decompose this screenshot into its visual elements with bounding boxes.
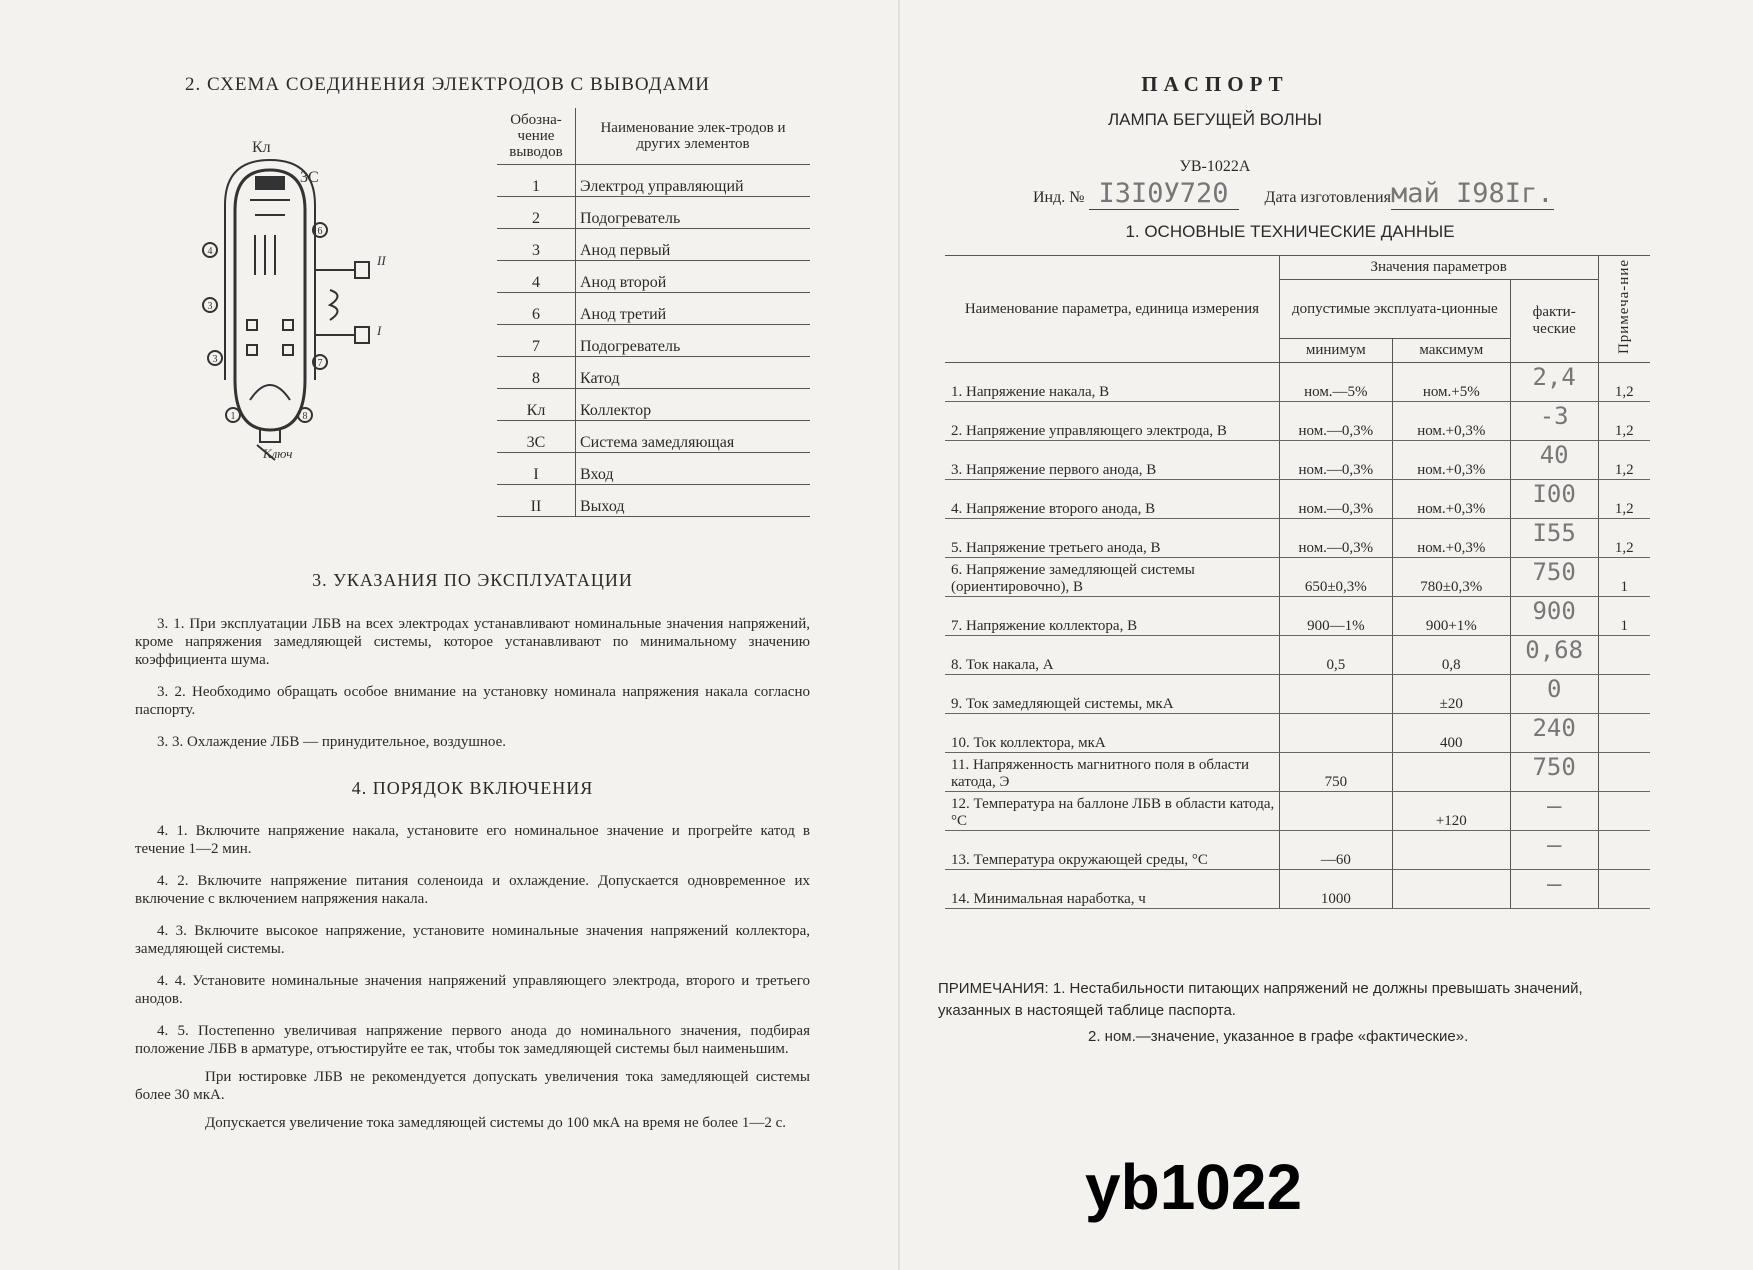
header-values: Значения параметров: [1279, 256, 1598, 280]
param-max: 780±0,3%: [1392, 558, 1510, 597]
param-min: [1279, 675, 1392, 714]
param-note: [1598, 792, 1650, 831]
param-min: ном.—5%: [1279, 363, 1392, 402]
paragraph: 4. 3. Включите высокое напряжение, установите номинальные значения напряжений коллектора, замедляющей системы.: [135, 923, 810, 957]
param-max: ном.+0,3%: [1392, 519, 1510, 558]
param-actual: —: [1510, 870, 1598, 909]
pin-designation: 3С: [497, 421, 576, 453]
param-name: 6. Напряжение замедляющей системы (ориентировочно), В: [945, 558, 1279, 597]
data-table-row: [945, 792, 1650, 831]
pin-element-name: Подогреватель: [576, 325, 811, 357]
param-name: 12. Температура на баллоне ЛБВ в области катода, °С: [945, 792, 1279, 831]
data-table-row: [945, 363, 1650, 402]
param-actual: I00: [1510, 480, 1598, 519]
pin-label: 3: [207, 301, 213, 312]
data-table-row: [945, 870, 1650, 909]
model-number: УВ-1022А: [1179, 158, 1251, 175]
pin-designation: II: [497, 485, 576, 517]
param-actual: 0,68: [1510, 636, 1598, 675]
pin-element-name: Анод третий: [576, 293, 811, 325]
param-name: 2. Напряжение управляющего электрода, В: [945, 402, 1279, 441]
data-table-row: [945, 831, 1650, 870]
document-label: yb1022: [1085, 1151, 1303, 1223]
pin-designation: 8: [497, 357, 576, 389]
param-note: 1: [1598, 597, 1650, 636]
param-actual: —: [1510, 792, 1598, 831]
paragraph: При юстировке ЛБВ не рекомендуется допускать увеличения тока замедляющей системы более 30 мкА.: [135, 1069, 810, 1103]
data-table-row: [945, 519, 1650, 558]
pin-designation: 1: [497, 165, 576, 197]
param-max: ±20: [1392, 675, 1510, 714]
param-max: [1392, 870, 1510, 909]
pin-element-name: Анод первый: [576, 229, 811, 261]
pin-table-row: [497, 453, 810, 485]
section1-title: 1. ОСНОВНЫЕ ТЕХНИЧЕСКИЕ ДАННЫЕ: [1125, 222, 1455, 241]
param-note: 1: [1598, 558, 1650, 597]
param-min: —60: [1279, 831, 1392, 870]
pin-designation: Кл: [497, 389, 576, 421]
param-name: 5. Напряжение третьего анода, В: [945, 519, 1279, 558]
param-note: [1598, 870, 1650, 909]
data-table-row: [945, 675, 1650, 714]
param-min: 900—1%: [1279, 597, 1392, 636]
header-parameter-name: Наименование параметра, единица измерения: [945, 256, 1279, 363]
param-min: [1279, 714, 1392, 753]
param-name: 3. Напряжение первого анода, В: [945, 441, 1279, 480]
param-max: ном.+0,3%: [1392, 441, 1510, 480]
param-actual: 900: [1510, 597, 1598, 636]
pin-table-row: [497, 421, 810, 453]
param-actual: —: [1510, 831, 1598, 870]
param-actual: 750: [1510, 753, 1598, 792]
diagram-label-zs: 3С: [300, 169, 319, 186]
pin-designation: 7: [497, 325, 576, 357]
param-min: 0,5: [1279, 636, 1392, 675]
data-table-row: [945, 441, 1650, 480]
pin-label: 4: [207, 246, 213, 257]
param-min: ном.—0,3%: [1279, 480, 1392, 519]
pin-element-name: Электрод управляющий: [576, 165, 811, 197]
param-name: 10. Ток коллектора, мкА: [945, 714, 1279, 753]
param-name: 8. Ток накала, А: [945, 636, 1279, 675]
header-max: максимум: [1392, 339, 1510, 363]
diagram-label-in: I: [377, 323, 382, 338]
param-actual: 750: [1510, 558, 1598, 597]
param-note: 1,2: [1598, 363, 1650, 402]
param-note: 1,2: [1598, 441, 1650, 480]
technical-data-table: [945, 255, 1650, 909]
param-min: ном.—0,3%: [1279, 441, 1392, 480]
pin-designation: I: [497, 453, 576, 485]
paragraph: 3. 1. При эксплуатации ЛБВ на всех электродах устанавливают номинальные значения напряжений, кроме напряжения замедляющей системы, которое устанавливают по минимальному значению коэффициента шума.: [135, 616, 810, 668]
pin-table-row: [497, 197, 810, 229]
pin-designation: 6: [497, 293, 576, 325]
section3-text: [135, 615, 810, 765]
param-actual: 2,4: [1510, 363, 1598, 402]
paragraph: 4. 5. Постепенно увеличивая напряжение первого анода до номинального значения, подбирая положение ЛБВ в арматуре, отъюстируйте ее так, чтобы ток замедляющей системы был наименьшим.: [135, 1023, 810, 1057]
pin-table-row: [497, 261, 810, 293]
ind-value: I3I0У720: [1089, 178, 1239, 210]
param-note: 1,2: [1598, 480, 1650, 519]
param-actual: -3: [1510, 402, 1598, 441]
header-allowed: допустимые эксплуата-ционные: [1279, 280, 1510, 339]
param-max: 0,8: [1392, 636, 1510, 675]
passport-subtitle: ЛАМПА БЕГУЩЕЙ ВОЛНЫ: [1108, 110, 1322, 129]
diagram-label-out: II: [377, 253, 386, 268]
header-actual: факти-ческие: [1510, 280, 1598, 363]
param-max: ном.+5%: [1392, 363, 1510, 402]
param-max: 400: [1392, 714, 1510, 753]
pin-table-header-designation: Обозна-чение выводов: [497, 108, 576, 165]
passport-title: ПАСПОРТ: [1141, 72, 1289, 96]
note-item: 1. Нестабильности питающих напряжений не должны превышать значений, указанных в настоящей таблице паспорта.: [938, 980, 1583, 1019]
pin-element-name: Катод: [576, 357, 811, 389]
section3-title: 3. УКАЗАНИЯ ПО ЭКСПЛУАТАЦИИ: [312, 570, 633, 590]
data-table-row: [945, 714, 1650, 753]
pin-element-name: Система замедляющая: [576, 421, 811, 453]
header-note-label: Примеча-ние: [1615, 259, 1632, 355]
param-name: 9. Ток замедляющей системы, мкА: [945, 675, 1279, 714]
header-note: [1598, 256, 1650, 363]
param-note: [1598, 675, 1650, 714]
param-note: [1598, 636, 1650, 675]
data-table-row: [945, 558, 1650, 597]
paragraph: 3. 2. Необходимо обращать особое внимание на установку номинала напряжения накала согласно паспорту.: [135, 684, 810, 718]
param-actual: 240: [1510, 714, 1598, 753]
section2-title: 2. СХЕМА СОЕДИНЕНИЯ ЭЛЕКТРОДОВ С ВЫВОДАМИ: [185, 74, 710, 95]
param-max: 900+1%: [1392, 597, 1510, 636]
data-table-row: [945, 480, 1650, 519]
param-max: [1392, 753, 1510, 792]
paragraph: 4. 2. Включите напряжение питания соленоида и охлаждение. Допускается одновременное их включение с включением напряжения накала.: [135, 873, 810, 907]
tube-pinout-diagram: [195, 130, 395, 470]
pin-element-name: Вход: [576, 453, 811, 485]
pin-table-row: [497, 389, 810, 421]
pin-label: 8: [302, 411, 308, 422]
pin-table: [497, 108, 810, 517]
param-min: ном.—0,3%: [1279, 519, 1392, 558]
param-note: [1598, 753, 1650, 792]
pin-element-name: Выход: [576, 485, 811, 517]
pin-label: 1: [230, 411, 236, 422]
data-table-row: [945, 636, 1650, 675]
notes-label: ПРИМЕЧАНИЯ:: [938, 980, 1049, 997]
pin-label: 3: [212, 354, 218, 365]
param-actual: 0: [1510, 675, 1598, 714]
param-name: 1. Напряжение накала, В: [945, 363, 1279, 402]
pin-designation: 3: [497, 229, 576, 261]
diagram-label-key: Ключ: [263, 446, 293, 461]
param-note: [1598, 714, 1650, 753]
pin-element-name: Анод второй: [576, 261, 811, 293]
pin-table-row: [497, 293, 810, 325]
pin-label: 6: [317, 226, 323, 237]
param-name: 4. Напряжение второго анода, В: [945, 480, 1279, 519]
paragraph: 4. 1. Включите напряжение накала, установите его номинальное значение и прогрейте катод в течение 1—2 мин.: [135, 823, 810, 857]
pin-table-row: [497, 357, 810, 389]
param-max: ном.+0,3%: [1392, 402, 1510, 441]
pin-table-row: [497, 165, 810, 197]
page-fold: [898, 0, 900, 1270]
paragraph: 4. 4. Установите номинальные значения напряжений управляющего электрода, второго и третьего анодов.: [135, 973, 810, 1007]
paragraph: Допускается увеличение тока замедляющей системы до 100 мкА на время не более 1—2 с.: [205, 1115, 787, 1131]
paragraph: 3. 3. Охлаждение ЛБВ — принудительное, воздушное.: [157, 734, 507, 750]
param-actual: 40: [1510, 441, 1598, 480]
section4-title: 4. ПОРЯДОК ВКЛЮЧЕНИЯ: [351, 778, 594, 798]
pin-table-row: [497, 325, 810, 357]
diagram-label-kl: Кл: [252, 139, 271, 156]
pin-table-row: [497, 229, 810, 261]
date-label: Дата изготовления: [1264, 189, 1391, 206]
param-min: ном.—0,3%: [1279, 402, 1392, 441]
pin-designation: 4: [497, 261, 576, 293]
data-table-row: [945, 753, 1650, 792]
param-max: ном.+0,3%: [1392, 480, 1510, 519]
ind-date-line: [1033, 178, 1554, 210]
param-min: [1279, 792, 1392, 831]
param-max: +120: [1392, 792, 1510, 831]
param-note: [1598, 831, 1650, 870]
pin-element-name: Подогреватель: [576, 197, 811, 229]
ind-label: Инд. №: [1033, 189, 1085, 206]
param-name: 14. Минимальная наработка, ч: [945, 870, 1279, 909]
data-table-row: [945, 597, 1650, 636]
pin-table-header-name: Наименование элек-тродов и других элементов: [576, 108, 811, 165]
header-min: минимум: [1279, 339, 1392, 363]
param-name: 13. Температура окружающей среды, °С: [945, 831, 1279, 870]
pin-label: 7: [317, 358, 323, 369]
pin-designation: 2: [497, 197, 576, 229]
notes: [938, 978, 1658, 1048]
date-value: май I98Iг.: [1390, 178, 1554, 209]
param-note: 1,2: [1598, 519, 1650, 558]
param-name: 7. Напряжение коллектора, В: [945, 597, 1279, 636]
param-min: 750: [1279, 753, 1392, 792]
param-actual: I55: [1510, 519, 1598, 558]
pin-element-name: Коллектор: [576, 389, 811, 421]
param-min: 650±0,3%: [1279, 558, 1392, 597]
pin-table-row: [497, 485, 810, 517]
section4-text: [135, 822, 810, 1146]
param-max: [1392, 831, 1510, 870]
data-table-row: [945, 402, 1650, 441]
note-item: 2. ном.—значение, указанное в графе «фактические».: [1088, 1028, 1469, 1045]
param-name: 11. Напряженность магнитного поля в области катода, Э: [945, 753, 1279, 792]
param-note: 1,2: [1598, 402, 1650, 441]
param-min: 1000: [1279, 870, 1392, 909]
